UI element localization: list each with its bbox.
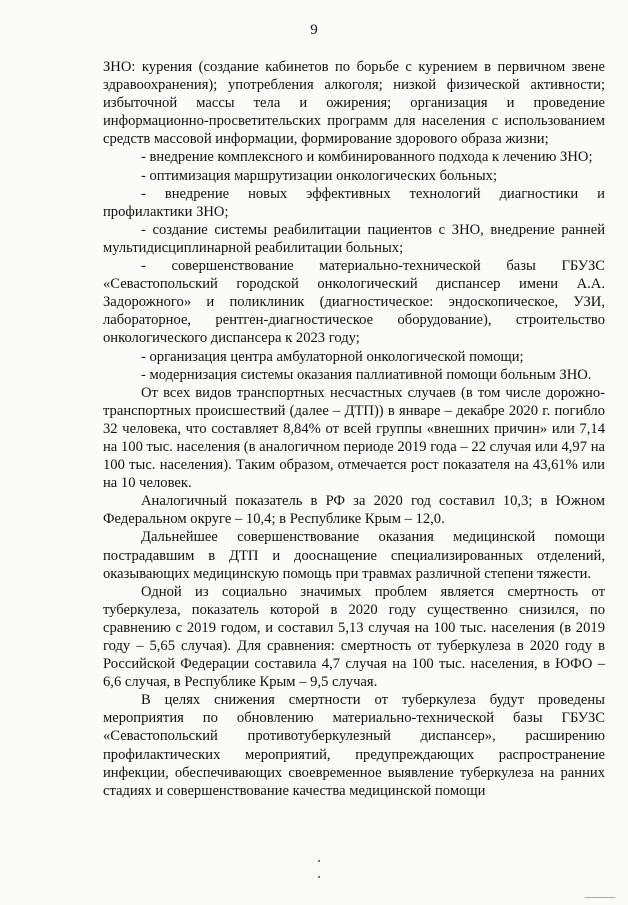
bullet-item: - организация центра амбулаторной онкологической помощи; <box>141 348 524 365</box>
scan-speck <box>318 876 320 878</box>
paragraph: От всех видов транспортных несчастных случаев (в том числе дорожно-транспортных происшествий (далее – ДТП)) в январе – декабре 2020 г. погибло 32 человека, что составляет 8,84% от всей группы «внешних причин» или 7,14 на 100 тыс. населения (в аналогичном периоде 2019 года – 22 случая или 4,97 на 100 тыс. населения). Таким образом, отмечается рост показателя на 43,61% или на 10 человек. <box>103 384 605 492</box>
bullet-item: - модернизация системы оказания паллиативной помощи больным ЗНО. <box>141 366 592 383</box>
scan-speck <box>318 860 320 862</box>
paragraph: ЗНО: курения (создание кабинетов по борьбе с курением в первичном звене здравоохранения); употребления алкоголя; низкой физической активности; избыточной массы тела и ожирения; организация и проведение информационно-просветительских программ для населения с использованием средств массовой информации, формирование здорового образа жизни; <box>103 59 605 148</box>
page-number: 9 <box>310 22 318 38</box>
scan-edge-mark <box>585 897 615 898</box>
paragraph: Одной из социально значимых проблем является смертность от туберкулеза, показатель которой в 2020 году существенно снизился, по сравнению с 2019 годом, и составил 5,13 случая на 100 тыс. населения (в 2019 году – 5,65 случая). Для сравнения: смертность от туберкулеза в 2020 году в Российской Федерации составила 4,7 случая на 100 тыс. населения, в ЮФО – 6,6 случая, в Республике Крым – 9,5 случая. <box>103 583 605 691</box>
bullet-item: - внедрение новых эффективных технологий диагностики и профилактики ЗНО; <box>103 185 605 220</box>
paragraph: В целях снижения смертности от туберкулеза будут проведены мероприятия по обновлению материально-технической базы ГБУЗС «Севастопольский противотуберкулезный диспансер», расширению профилактических мероприятий, предупреждающих распространение инфекции, обеспечивающих своевременное выявление туберкулеза на ранних стадиях и совершенствование качества медицинской помощи <box>103 692 605 799</box>
bullet-item: - внедрение комплексного и комбинированного подхода к лечению ЗНО; <box>141 149 593 166</box>
document-body <box>103 58 605 800</box>
paragraph: Аналогичный показатель в РФ за 2020 год составил 10,3; в Южном Федеральном округе – 10,4; в Республике Крым – 12,0. <box>103 493 605 528</box>
bullet-item: - оптимизация маршрутизации онкологических больных; <box>141 167 498 184</box>
bullet-item: - совершенствование материально-технической базы ГБУЗС «Севастопольский городской онкологический диспансер имени А.А. Задорожного» и поликлиник (диагностическое: эндоскопическое, УЗИ, лабораторное, рентген-диагностическое оборудование), строительство онкологического диспансера к 2023 году; <box>103 258 605 347</box>
bullet-item: - создание системы реабилитации пациентов с ЗНО, внедрение ранней мультидисциплинарной реабилитации больных; <box>103 221 605 256</box>
paragraph: Дальнейшее совершенствование оказания медицинской помощи пострадавшим в ДТП и дооснащение специализированных отделений, оказывающих медицинскую помощь при травмах различной степени тяжести. <box>103 529 605 582</box>
